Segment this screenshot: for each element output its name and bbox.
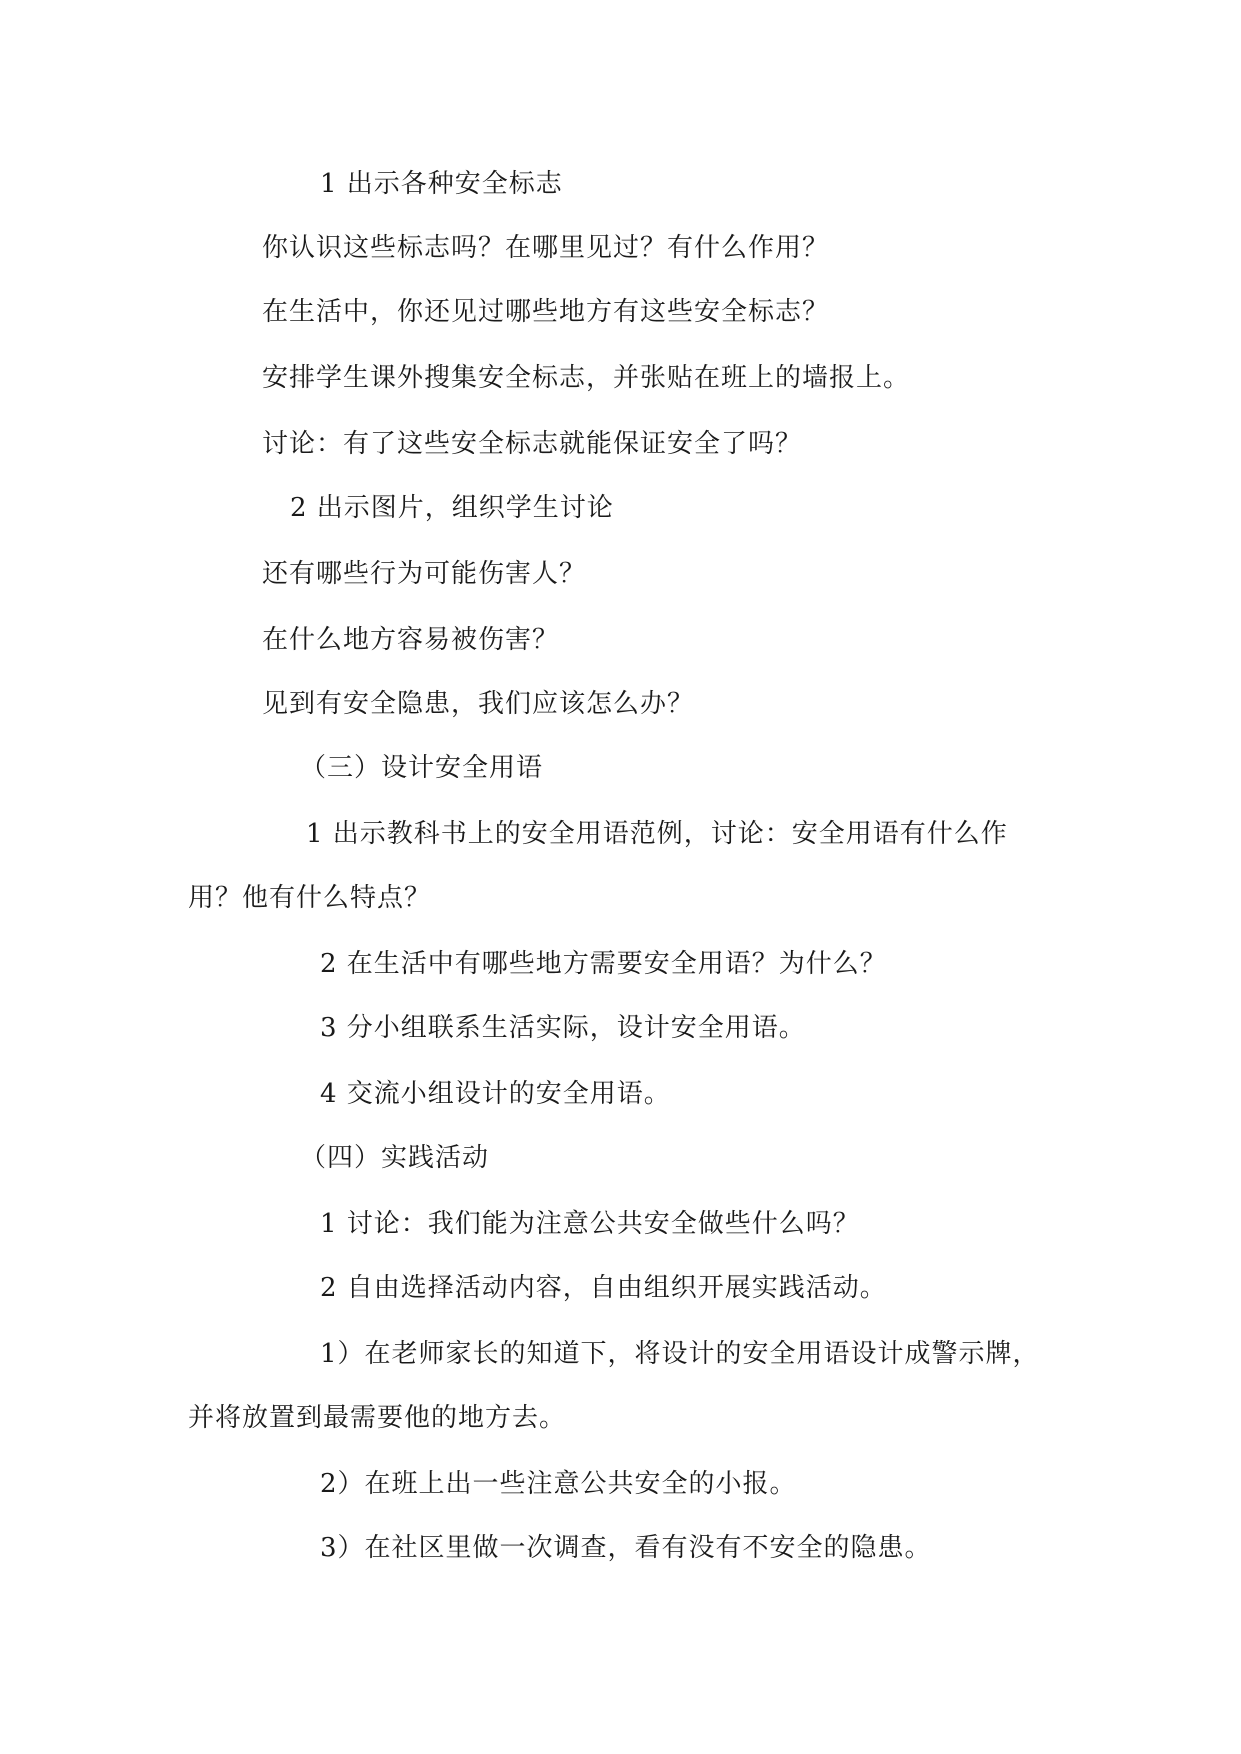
line-show-signs: 1 出示各种安全标志 <box>320 169 563 199</box>
line-activity-1-cont: 并将放置到最需要他的地方去。 <box>188 1403 567 1433</box>
line-activity-2: 2）在班上出一些注意公共安全的小报。 <box>320 1469 797 1499</box>
line-harmful-behaviors: 还有哪些行为可能伤害人？ <box>262 559 587 589</box>
line-where-needed: 2 在生活中有哪些地方需要安全用语？为什么？ <box>320 949 887 979</box>
line-free-activities: 2 自由选择活动内容，自由组织开展实践活动。 <box>320 1273 887 1303</box>
line-show-pictures: 2 出示图片，组织学生讨论 <box>290 493 614 523</box>
line-activity-1: 1）在老师家长的知道下，将设计的安全用语设计成警示牌， <box>320 1339 1040 1369</box>
section-heading-4: （四）实践活动 <box>300 1143 490 1173</box>
line-question-know-signs: 你认识这些标志吗？在哪里见过？有什么作用？ <box>262 233 830 263</box>
line-discuss-signs: 讨论：有了这些安全标志就能保证安全了吗？ <box>262 429 803 459</box>
line-collect-signs: 安排学生课外搜集安全标志，并张贴在班上的墙报上。 <box>262 363 911 393</box>
line-where-harmed: 在什么地方容易被伤害？ <box>262 625 560 655</box>
line-textbook-examples-cont: 用？他有什么特点？ <box>188 883 432 913</box>
section-heading-3: （三）设计安全用语 <box>300 753 544 783</box>
line-textbook-examples: 1 出示教科书上的安全用语范例，讨论：安全用语有什么作 <box>306 819 1008 849</box>
line-hidden-danger: 见到有安全隐患，我们应该怎么办？ <box>262 689 695 719</box>
line-activity-3: 3）在社区里做一次调查，看有没有不安全的隐患。 <box>320 1533 932 1563</box>
line-share-designs: 4 交流小组设计的安全用语。 <box>320 1079 671 1109</box>
line-question-where-seen: 在生活中，你还见过哪些地方有这些安全标志？ <box>262 297 830 327</box>
line-discuss-public-safety: 1 讨论：我们能为注意公共安全做些什么吗？ <box>320 1209 860 1239</box>
line-group-design: 3 分小组联系生活实际，设计安全用语。 <box>320 1013 806 1043</box>
